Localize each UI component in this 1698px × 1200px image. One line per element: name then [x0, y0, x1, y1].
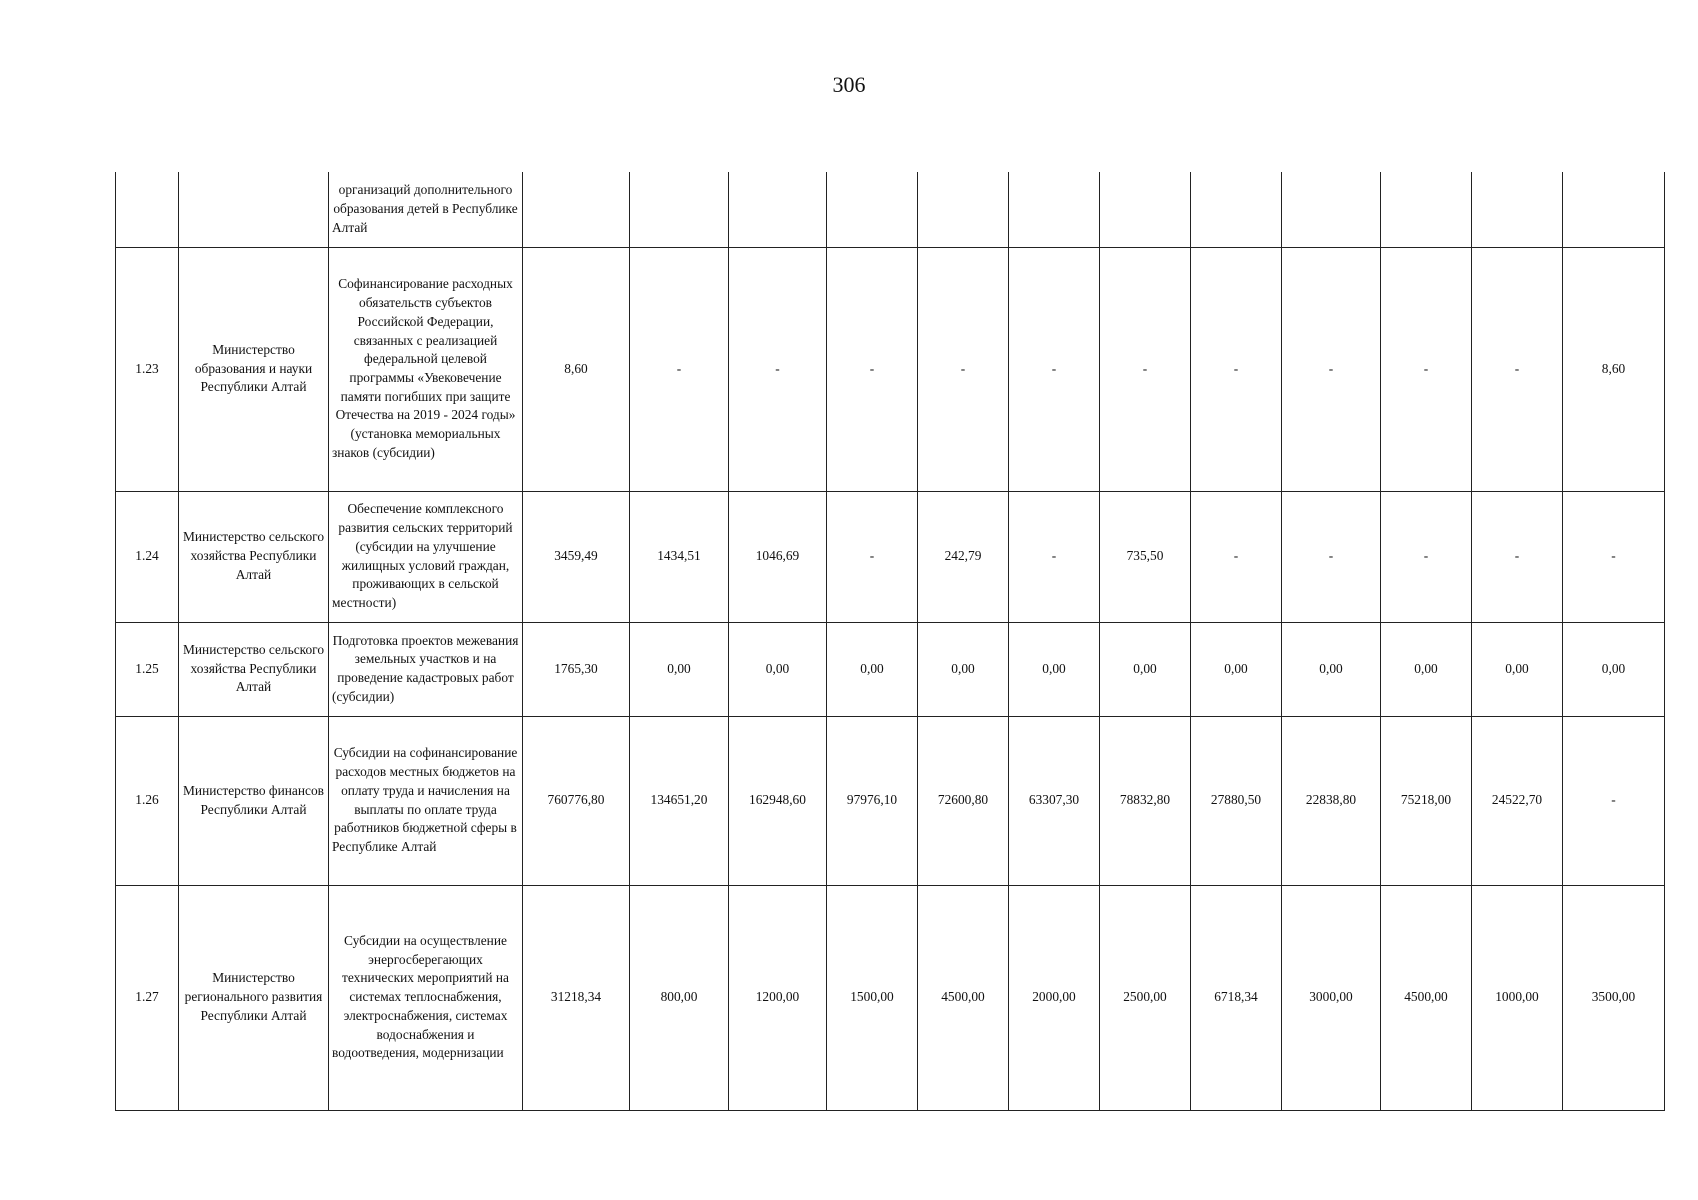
- value-cell: [1191, 172, 1282, 247]
- value-cell: 134651,20: [630, 716, 729, 885]
- measure-description: Подготовка проектов межевания земельных участков и на проведение кадастровых работ (субсидии): [329, 622, 523, 716]
- value-cell: 0,00: [827, 622, 918, 716]
- budget-table: [115, 172, 1665, 1111]
- value-cell: -: [1472, 491, 1563, 622]
- value-cell: 63307,30: [1009, 716, 1100, 885]
- value-cell: 2500,00: [1100, 885, 1191, 1110]
- value-cell: 4500,00: [1381, 885, 1472, 1110]
- value-cell: 0,00: [1282, 622, 1381, 716]
- value-cell: 72600,80: [918, 716, 1009, 885]
- value-cell: -: [1009, 247, 1100, 491]
- value-cell: [1563, 172, 1665, 247]
- value-cell: -: [1472, 247, 1563, 491]
- measure-description: Обеспечение комплексного развития сельских территорий (субсидии на улучшение жилищных условий граждан, проживающих в сельской местности): [329, 491, 523, 622]
- value-cell: -: [1282, 247, 1381, 491]
- value-cell: 3459,49: [523, 491, 630, 622]
- value-cell: -: [827, 491, 918, 622]
- value-cell: [729, 172, 827, 247]
- value-cell: [1100, 172, 1191, 247]
- value-cell: -: [1563, 491, 1665, 622]
- value-cell: 1000,00: [1472, 885, 1563, 1110]
- value-cell: 0,00: [1472, 622, 1563, 716]
- value-cell: -: [1009, 491, 1100, 622]
- row-number: 1.24: [116, 491, 179, 622]
- value-cell: -: [1563, 716, 1665, 885]
- value-cell: [1009, 172, 1100, 247]
- value-cell: 8,60: [523, 247, 630, 491]
- table-row: [116, 491, 1665, 622]
- value-cell: 0,00: [1009, 622, 1100, 716]
- value-cell: 0,00: [1191, 622, 1282, 716]
- table-row: [116, 885, 1665, 1110]
- value-cell: -: [827, 247, 918, 491]
- value-cell: 6718,34: [1191, 885, 1282, 1110]
- value-cell: [1472, 172, 1563, 247]
- value-cell: 0,00: [630, 622, 729, 716]
- value-cell: -: [1191, 247, 1282, 491]
- table-row: [116, 622, 1665, 716]
- value-cell: 24522,70: [1472, 716, 1563, 885]
- value-cell: [918, 172, 1009, 247]
- page-number: 306: [832, 72, 866, 97]
- value-cell: 3000,00: [1282, 885, 1381, 1110]
- value-cell: 0,00: [1563, 622, 1665, 716]
- value-cell: 27880,50: [1191, 716, 1282, 885]
- value-cell: 8,60: [1563, 247, 1665, 491]
- value-cell: -: [918, 247, 1009, 491]
- value-cell: 97976,10: [827, 716, 918, 885]
- value-cell: [827, 172, 918, 247]
- ministry-name: Министерство сельского хозяйства Республики Алтай: [179, 622, 329, 716]
- value-cell: 1046,69: [729, 491, 827, 622]
- value-cell: 760776,80: [523, 716, 630, 885]
- value-cell: -: [1191, 491, 1282, 622]
- value-cell: 1500,00: [827, 885, 918, 1110]
- value-cell: 242,79: [918, 491, 1009, 622]
- measure-description: Субсидии на софинансирование расходов местных бюджетов на оплату труда и начисления на выплаты по оплате труда работников бюджетной сферы в Республике Алтай: [329, 716, 523, 885]
- value-cell: 0,00: [1381, 622, 1472, 716]
- value-cell: -: [630, 247, 729, 491]
- value-cell: 4500,00: [918, 885, 1009, 1110]
- value-cell: 1200,00: [729, 885, 827, 1110]
- row-number: 1.27: [116, 885, 179, 1110]
- table-row: [116, 247, 1665, 491]
- value-cell: 22838,80: [1282, 716, 1381, 885]
- ministry-name: [179, 172, 329, 247]
- value-cell: 0,00: [918, 622, 1009, 716]
- measure-description: организаций дополнительного образования детей в Республике Алтай: [329, 172, 523, 247]
- ministry-name: Министерство сельского хозяйства Республики Алтай: [179, 491, 329, 622]
- row-number: [116, 172, 179, 247]
- value-cell: 162948,60: [729, 716, 827, 885]
- value-cell: [630, 172, 729, 247]
- row-number: 1.23: [116, 247, 179, 491]
- value-cell: -: [1381, 491, 1472, 622]
- ministry-name: Министерство образования и науки Республики Алтай: [179, 247, 329, 491]
- value-cell: 3500,00: [1563, 885, 1665, 1110]
- ministry-name: Министерство регионального развития Республики Алтай: [179, 885, 329, 1110]
- value-cell: 75218,00: [1381, 716, 1472, 885]
- measure-description: Софинансирование расходных обязательств субъектов Российской Федерации, связанных с реализацией федеральной целевой программы «Увековечение памяти погибших при защите Отечества на 2019 - 2024 годы» (установка мемориальных знаков (субсидии): [329, 247, 523, 491]
- table-row: [116, 716, 1665, 885]
- value-cell: 0,00: [1100, 622, 1191, 716]
- value-cell: -: [1381, 247, 1472, 491]
- measure-description: Субсидии на осуществление энергосберегающих технических мероприятий на системах теплоснабжения, электроснабжения, системах водоснабжения и водоотведения, модернизации: [329, 885, 523, 1110]
- value-cell: -: [729, 247, 827, 491]
- value-cell: 1765,30: [523, 622, 630, 716]
- value-cell: 78832,80: [1100, 716, 1191, 885]
- value-cell: 31218,34: [523, 885, 630, 1110]
- value-cell: 1434,51: [630, 491, 729, 622]
- value-cell: -: [1100, 247, 1191, 491]
- value-cell: 0,00: [729, 622, 827, 716]
- value-cell: [523, 172, 630, 247]
- table-row: [116, 172, 1665, 247]
- value-cell: [1282, 172, 1381, 247]
- value-cell: 800,00: [630, 885, 729, 1110]
- row-number: 1.25: [116, 622, 179, 716]
- value-cell: 2000,00: [1009, 885, 1100, 1110]
- value-cell: 735,50: [1100, 491, 1191, 622]
- ministry-name: Министерство финансов Республики Алтай: [179, 716, 329, 885]
- row-number: 1.26: [116, 716, 179, 885]
- value-cell: [1381, 172, 1472, 247]
- value-cell: -: [1282, 491, 1381, 622]
